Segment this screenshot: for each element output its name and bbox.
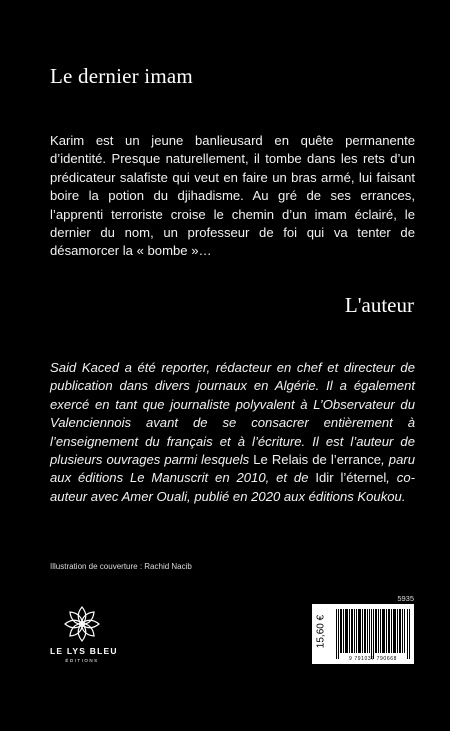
lily-flower-icon (62, 604, 102, 644)
author-heading: L'auteur (344, 293, 414, 317)
bio-book-title-1: Le Relais de l’errance (253, 452, 382, 468)
isbn-digits: 9 791037 790668 (349, 656, 397, 662)
bio-book-title-2: Idir l’éternel (315, 470, 387, 486)
product-code: 5935 (397, 594, 414, 603)
illustration-credit: Illustration de couverture : Rachid Nacib (50, 562, 192, 571)
book-title: Le dernier imam (50, 64, 193, 88)
publisher-logo (50, 604, 118, 663)
synopsis-text: Karim est un jeune banlieusard en quête permanente d’identité. Presque naturellement, il tombe dans les rets d’un prédicateur salafiste qui veut en faire un bras armé, lui faisant boire la potion du djihadisme. Au gré de ses errances, l’apprenti terroriste croise le chemin d’un imam éclairé, le dernier du nom, un professeur de foi qui va tenter de désamorcer la « bombe »… (50, 133, 415, 259)
author-bio (50, 359, 415, 506)
publisher-name: LE LYS BLEU (50, 646, 118, 656)
bio-part-1: Said Kaced a été reporter, rédacteur en chef et directeur de publication dans divers journaux en Algérie. Il a également exercé en tant que journaliste polyvalent à L’Observateur du Valenciennois avant de se consacrer entièrement à l’enseignement du français et à l’écriture. Il est l’auteur de plusieurs ouvrages parmi lesquels (50, 360, 415, 468)
publisher-subtitle: ÉDITIONS (65, 658, 99, 663)
barcode-icon (336, 609, 410, 659)
barcode-panel (312, 604, 414, 664)
price-label: 15,60 € (315, 614, 327, 649)
bio-part-3: , co-auteur avec Amer Ouali, publié en 2020 aux éditions Koukou. (50, 470, 415, 504)
bio-part-2: , paru aux éditions Le Manuscrit en 2010, et de (50, 452, 415, 486)
